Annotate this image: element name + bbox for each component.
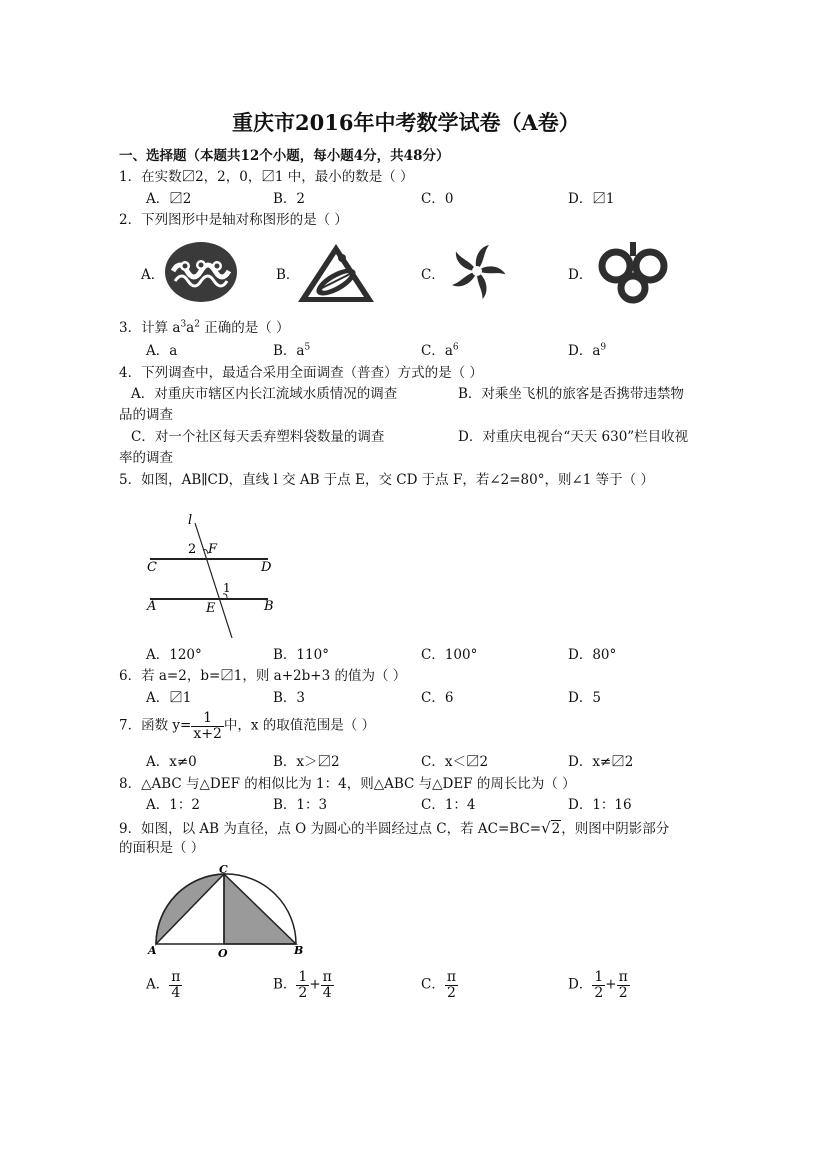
square-root: √2 [541, 819, 561, 837]
wave-emblem-figure [163, 241, 239, 303]
q8-stem: 8．△ABC 与△DEF 的相似比为 1：4，则△ABC 与△DEF 的周长比为（ ） [119, 776, 576, 792]
q3-option-b: B．$a^5$ [273, 342, 311, 359]
q1-stem: 1．在实数〼2，2，0，〼1 中，最小的数是（ ） [119, 169, 414, 185]
q6-option-b: B．3 [273, 690, 306, 706]
q1-option-c: C．0 [421, 191, 454, 207]
q7-option-c: C．x＜〼2 [421, 754, 489, 770]
label-B: B [294, 944, 304, 957]
label-C: C [147, 560, 157, 575]
q5-stem: 5．如图，AB∥CD，直线 l 交 AB 于点 E，交 CD 于点 F，若∠2=80°，则∠1 等于（ ） [119, 472, 654, 488]
q9-stem-cont: 的面积是（ ） [119, 840, 205, 856]
fraction: $\frac{1}{2}$ [298, 969, 308, 1001]
minus-glyph: 〼 [181, 169, 196, 185]
triangle-emblem-figure [296, 242, 376, 304]
q1-option-a: A．〼2 [146, 191, 192, 207]
q8-option-c: C．1：4 [421, 797, 476, 813]
label-1: 1 [223, 581, 231, 595]
q9-option-d: D． $\frac{1}{2}$ + $\frac{\pi}{2}$ [568, 969, 628, 1001]
q5-option-a: A．120° [146, 647, 202, 663]
q7-option-a: A．x≠0 [146, 754, 197, 770]
semicircle-figure [148, 864, 308, 964]
q4-option-a: A．对重庆市辖区内长江流域水质情况的调查 [131, 386, 398, 402]
q7-option-d: D．x≠〼2 [568, 754, 634, 770]
label-B: B [264, 599, 274, 614]
minus-glyph: 〼 [169, 191, 183, 207]
q7-stem: 7．函数 y= $\frac{1}{x+2}$ 中，x 的取值范围是（ ） [119, 710, 376, 742]
q3-option-a: A．a [146, 343, 178, 359]
q5-option-d: D．80° [568, 647, 617, 663]
fraction: $\frac{1}{x+2}$ [193, 710, 222, 742]
q4-stem: 4．下列调查中，最适合采用全面调查（普查）方式的是（ ） [119, 365, 483, 381]
q7-option-b: B．x＞〼2 [273, 754, 340, 770]
fraction: $\frac{\pi}{2}$ [618, 969, 628, 1001]
q5-option-b: B．110° [273, 647, 329, 663]
label-C: C [219, 863, 228, 876]
q2-option-c: C． [421, 267, 445, 283]
q9-stem: 9．如图，以 AB 为直径，点 O 为圆心的半圆经过点 C，若 AC=BC=√2，则图中阴影部分 [119, 819, 670, 837]
q4-option-d: D．对重庆电视台“天天 630”栏目收视 [458, 429, 689, 445]
minus-glyph: 〼 [465, 754, 480, 770]
q4-option-c: C．对一个社区每天丢弃塑料袋数量的调查 [131, 429, 385, 445]
label-F: F [208, 542, 218, 557]
q2-option-b: B． [276, 267, 300, 283]
label-O: O [218, 947, 228, 960]
q9-option-b: B． $\frac{1}{2}$ + $\frac{\pi}{4}$ [273, 969, 332, 1001]
label-l: l [188, 513, 193, 528]
q6-option-c: C．6 [421, 690, 454, 706]
fraction: $\frac{\pi}{2}$ [446, 969, 457, 1001]
fraction: $\frac{\pi}{4}$ [171, 969, 181, 1001]
fraction: $\frac{1}{2}$ [594, 969, 604, 1001]
q1-option-b: B．2 [273, 191, 306, 207]
q4-option-d-cont: 率的调查 [119, 450, 173, 466]
label-D: D [261, 560, 272, 575]
q2-option-d: D． [568, 267, 593, 283]
three-rings-figure [594, 240, 672, 304]
q6-option-a: A．〼1 [146, 690, 192, 706]
minus-glyph: 〼 [169, 690, 183, 706]
q4-option-b: B．对乘坐飞机的旅客是否携带违禁物 [458, 386, 684, 402]
minus-glyph: 〼 [220, 668, 234, 684]
q3-option-d: D．$a^9$ [568, 342, 607, 359]
fraction: $\frac{\pi}{4}$ [322, 969, 332, 1001]
parallel-lines-figure [140, 508, 280, 643]
q9-option-c: C． $\frac{\pi}{2}$ [421, 969, 457, 1001]
minus-glyph: 〼 [317, 754, 332, 770]
label-A: A [147, 599, 157, 614]
q2-option-a: A． [141, 267, 165, 283]
q2-stem: 2．下列图形中是轴对称图形的是（ ） [119, 212, 348, 228]
q6-option-d: D．5 [568, 690, 601, 706]
q9-option-a: A． $\frac{\pi}{4}$ [146, 969, 181, 1001]
pinwheel-flower-figure [445, 240, 509, 302]
q8-option-a: A．1：2 [146, 797, 200, 813]
q3-option-c: C．$a^6$ [421, 342, 459, 359]
minus-glyph: 〼 [611, 754, 625, 770]
q3-stem: 3．计算 $a^3a^2$ 正确的是（ ） [119, 319, 290, 336]
label-A: A [148, 944, 157, 957]
label-2: 2 [188, 542, 197, 557]
section-heading: 一、选择题（本题共12个小题，每小题4分，共48分） [119, 148, 450, 164]
minus-glyph: 〼 [592, 191, 606, 207]
q6-stem: 6．若 a=2，b=〼1，则 a+2b+3 的值为（ ） [119, 668, 407, 684]
q1-option-d: D．〼1 [568, 191, 615, 207]
q8-option-b: B．1：3 [273, 797, 328, 813]
q4-option-b-cont: 品的调查 [119, 407, 173, 423]
page-title: 重庆市2016年中考数学试卷（A卷） [232, 110, 580, 135]
minus-glyph: 〼 [261, 169, 275, 185]
q8-option-d: D．1：16 [568, 797, 632, 813]
q5-option-c: C．100° [421, 647, 478, 663]
label-E: E [206, 601, 216, 616]
